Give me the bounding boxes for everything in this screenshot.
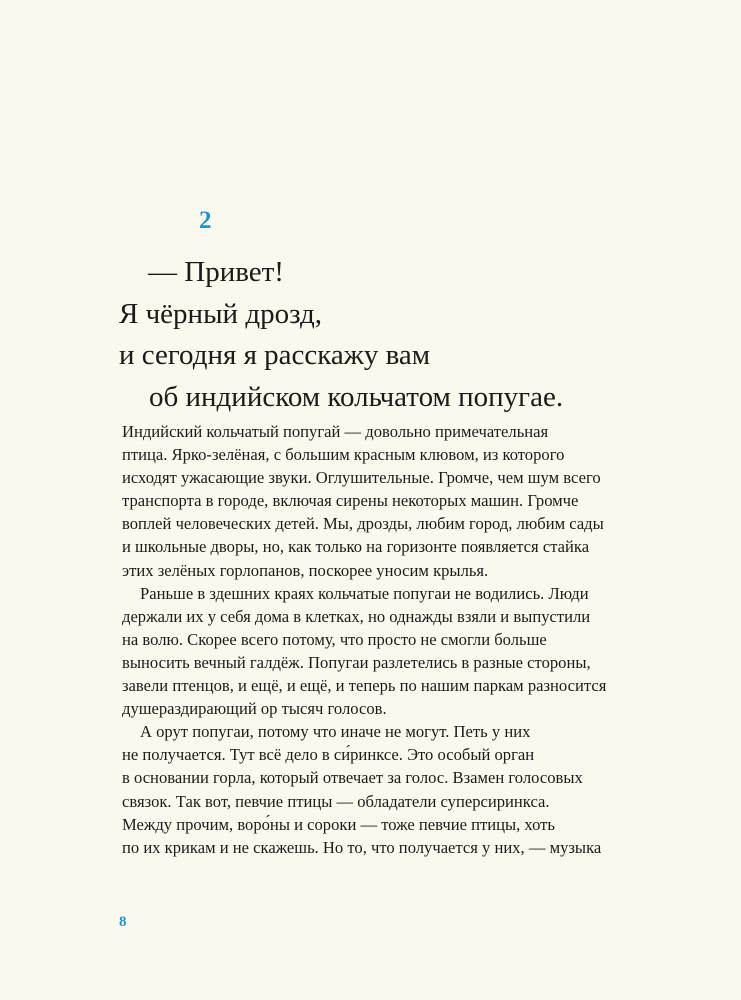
paragraph-line: держали их у себя дома в клетках, но однажды взяли и выпустили [122,606,591,626]
paragraph-line: птица. Ярко-зелёная, с большим красным клювом, из которого [122,445,565,465]
paragraph-line: душераздирающий ор тысяч голосов. [122,699,387,719]
paragraph-line: в основании горла, который отвечает за голос. Взамен голосовых [122,768,583,788]
page-number: 8 [119,914,127,930]
paragraph-line: транспорта в городе, включая сирены некоторых машин. Громче [122,491,579,511]
paragraph-line: Раньше в здешних краях кольчатые попугаи не водились. Люди [140,583,589,603]
chapter-number: 2 [199,207,212,234]
intro-line: об индийском кольчатом попугае. [149,380,564,413]
paragraph-line: завели птенцов, и ещё, и ещё, и теперь по нашим паркам разносится [122,676,607,696]
intro-line: — Привет! [148,256,284,288]
paragraph-line: исходят ужасающие звуки. Оглушительные. Громче, чем шум всего [122,468,601,488]
paragraph-line: выносить вечный галдёж. Попугаи разлетелись в разные стороны, [122,652,591,672]
intro-line: Я чёрный дрозд, [119,297,323,330]
paragraph-line: по их крикам и не скажешь. Но то, что получается у них, — музыка [122,837,602,857]
paragraph-line: А орут попугаи, потому что иначе не могут. Петь у них [140,722,531,742]
paragraph-line: не получается. Тут всё дело в си́ринксе. Это особый орган [122,745,535,765]
paragraph-line: на волю. Скорее всего потому, что просто не смогли больше [122,629,547,649]
intro-line: и сегодня я расскажу вам [119,339,431,371]
paragraph-line: этих зелёных горлопанов, поскорее уносим крылья. [122,560,489,580]
paragraph-line: связок. Так вот, певчие птицы — обладатели суперсиринкса. [122,791,550,811]
body-text [122,420,642,859]
paragraph-line: Между прочим, воро́ны и сороки — тоже певчие птицы, хоть [122,814,555,834]
paragraph-line: воплей человеческих детей. Мы, дрозды, любим город, любим сады [122,514,604,534]
paragraph-line: и школьные дворы, но, как только на горизонте появляется стайка [122,537,590,557]
paragraph-line: Индийский кольчатый попугай — довольно примечательная [122,422,549,441]
